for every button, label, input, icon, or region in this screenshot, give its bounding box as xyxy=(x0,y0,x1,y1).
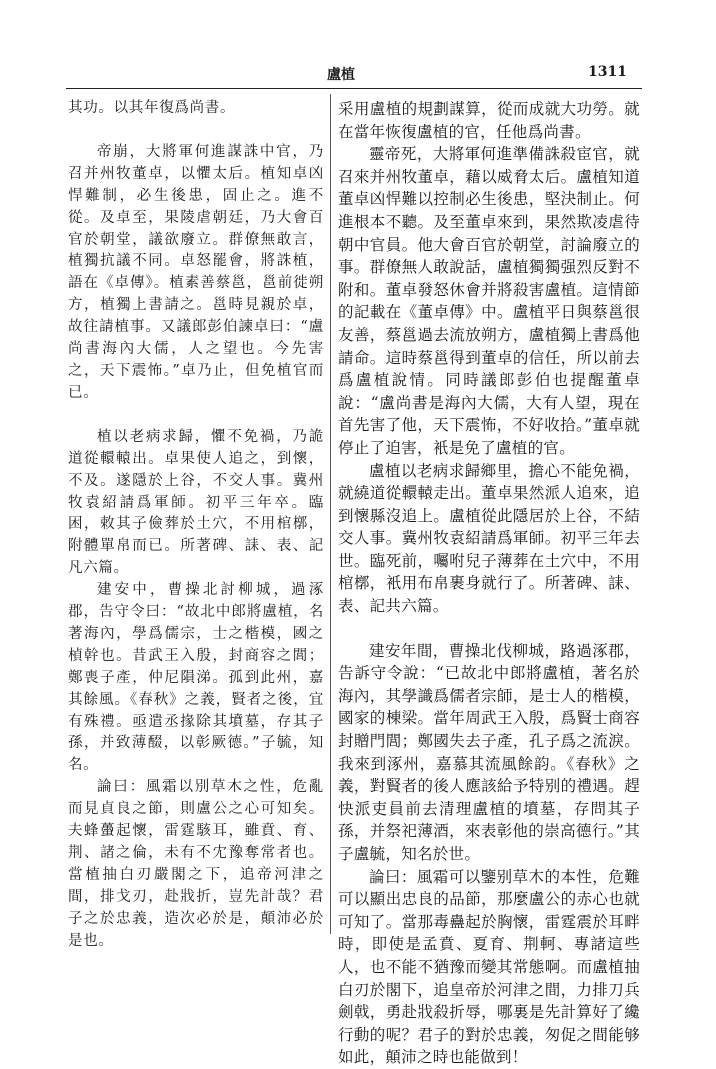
paragraph: 盧植以老病求歸鄉里，擔心不能免禍，就繞道從轘轅走出。董卓果然派人追來，追到懷縣沒追上。盧植從此隱居於上谷，不結交人事。冀州牧袁紹請爲軍師。初平三年去世。臨死前，囑咐兒子薄葬在土穴中，不用棺槨，衹用布帛裹身就行了。所著碑、誄、表、記共六篇。 xyxy=(338,461,640,616)
translation-column xyxy=(338,98,640,1069)
paragraph: 建安中，曹操北討柳城，過涿郡，告守令曰：“故北中郎將盧植，名著海內，學爲儒宗，士之楷模，國之楨幹也。昔武王入殷，封商容之閭；鄭喪子產，仲尼隕涕。孤到此州，嘉其餘風。《春秋》之義，賢者之後，宜有殊禮。亟遣丞掾除其墳墓，存其子孫，并致薄醊，以彰厥德。”子毓，知名。 xyxy=(68,582,324,774)
paragraph: 植以老病求歸，懼不免禍，乃詭道從轘轅出。卓果使人追之，到懷，不及。遂隱於上谷，不交人事。冀州牧袁紹請爲軍師。初平三年卒。臨困，敕其子儉葬於土穴，不用棺槨，附體單帛而已。所著碑、誄、表、記凡六篇。 xyxy=(68,428,324,577)
paragraph: 論曰：風霜可以鑒别草木的本性，危難可以顯出忠良的品節，那麼盧公的赤心也就可知了。當那毒蠱起於胸懷，雷霆震於耳畔時，即使是孟賁、夏育、荆軻、專諸這些人，也不能不猶豫而變其常態啊。而盧植抽白刃於閣下，追皇帝於河津之間，力排刀兵劍戟，勇赴戕殺折辱，哪裏是先計算好了纔行動的呢？君子的對於忠義，匆促之間能够如此，顛沛之時也能做到！ xyxy=(338,867,640,1067)
paragraph: 帝崩，大將軍何進謀誅中官，乃召并州牧董卓，以懼太后。植知卓凶悍難制，必生後患，固止之。進不從。及卓至，果陵虐朝廷，乃大會百官於朝堂，議欲廢立。群僚無敢言，植獨抗議不同。卓怒罷會，將誅植，語在《卓傳》。植素善蔡邕，邕前徙朔方，植獨上書請之。邕時見親於卓，故往請植事。又議郎彭伯諫卓曰：“盧尚書海內大儒，人之望也。今先害之，天下震怖。”卓乃止，但免植官而已。 xyxy=(68,143,324,401)
paragraph: 采用盧植的規劃謀算，從而成就大功勞。就在當年恢復盧植的官，任他爲尚書。 xyxy=(338,100,640,141)
paragraph: 靈帝死，大將軍何進準備誅殺宦官，就召來并州牧董卓，藉以威脅太后。盧植知道董卓凶悍難以控制必生後患，堅決制止。何進根本不聽。及至董卓來到，果然欺凌虐待朝中官員。他大會百官於朝堂，討論廢立的事。群僚無人敢說話，盧植獨獨强烈反對不附和。董卓發怒休會并將殺害盧植。這情節的記載在《董卓傳》中。盧植平日與蔡邕很友善，蔡邕過去流放朔方，盧植獨上書爲他請命。這時蔡邕得到董卓的信任，所以前去爲盧植說情。同時議郎彭伯也提醒董卓說：“盧尚書是海內大儒，大有人望，現在首先害了他，天下震怖，不好收拾。”董卓就停止了迫害，衹是免了盧植的官。 xyxy=(338,145,640,457)
column-divider xyxy=(330,94,331,934)
classical-text-column xyxy=(68,98,324,953)
paragraph: 論曰：風霜以別草木之性，危亂而見貞良之節，則盧公之心可知矣。夫蜂蠆起懷，雷霆駭耳，雖賁、育、荆、諸之倫，未有不冘豫奪常者也。當植抽白刃嚴閣之下，追帝河津之間，排戈刃，赴戕折，豈先計哉？君子之於忠義，造次必於是，顛沛必於是也。 xyxy=(68,779,324,949)
running-header-title: 盧植 xyxy=(327,67,355,83)
header-rule xyxy=(66,88,642,89)
paragraph: 建安年間，曹操北伐柳城，路過涿郡，告訴守令說：“已故北中郎將盧植，著名於海內，其學識爲儒者宗師，是士人的楷模，國家的棟梁。當年周武王入殷，爲賢士商容封贈門閭；鄭國失去子產，孔子爲之流淚。我來到涿州，嘉慕其流風餘韵。《春秋》之義，對賢者的後人應該給予特别的禮遇。趕快派吏員前去清理盧植的墳墓，存問其子孫，并祭祀薄酒，來表彰他的崇高德行。”其子盧毓，知名於世。 xyxy=(338,641,640,863)
page-number: 1311 xyxy=(588,64,627,80)
paragraph: 其功。以其年復爲尚書。 xyxy=(68,100,236,116)
